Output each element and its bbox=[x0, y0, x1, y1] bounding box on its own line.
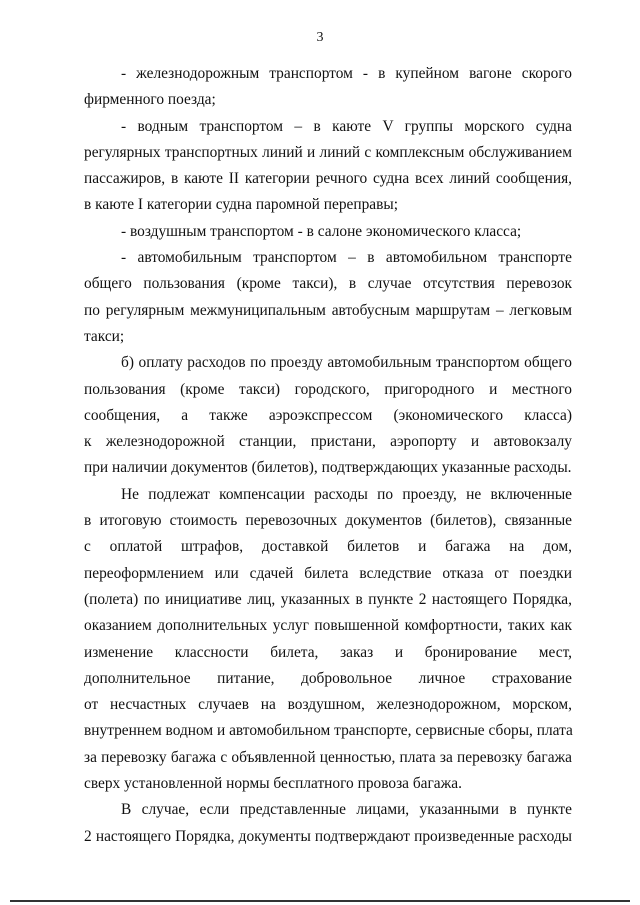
text-line: - водным транспортом – в каюте V группы морского судна bbox=[121, 117, 572, 135]
text-line: - железнодорожным транспортом - в купейном вагоне скорого bbox=[121, 65, 572, 82]
text-line: при наличии документов (билетов), подтверждающих указанные расходы. bbox=[84, 459, 572, 477]
text-line: переоформлением или сдачей билета вследствие отказа от поездки bbox=[84, 564, 572, 582]
text-line: дополнительное питание, добровольное личное страхование bbox=[84, 669, 572, 687]
text-line: б) оплату расходов по проезду автомобильным транспортом общего bbox=[121, 354, 572, 372]
paragraph-railway-transport bbox=[84, 61, 572, 114]
text-line: - воздушным транспортом - в салоне экономического класса; bbox=[121, 222, 522, 240]
text-line: в итоговую стоимость перевозочных документов (билетов), связанные bbox=[84, 512, 572, 530]
text-line: с оплатой штрафов, доставкой билетов и багажа на дом, bbox=[84, 538, 572, 556]
page-bottom-edge bbox=[10, 900, 630, 902]
paragraph-water-transport bbox=[84, 114, 572, 219]
paragraph-auto-transport bbox=[84, 245, 572, 350]
text-line: сообщения, а также аэроэкспрессом (экономического класса) bbox=[84, 406, 572, 424]
text-line: пользования (кроме такси) городского, пригородного и местного bbox=[84, 380, 572, 398]
text-line: В случае, если представленные лицами, указанными в пункте bbox=[121, 801, 572, 819]
text-line: пассажиров, в каюте II категории речного судна всех линий сообщения, bbox=[84, 170, 572, 188]
text-line: по регулярным межмуниципальным автобусным маршрутам – легковым bbox=[84, 301, 572, 319]
text-line: внутреннем водном и автомобильном транспорте, сервисные сборы, плата bbox=[84, 722, 573, 740]
paragraph-non-compensable bbox=[84, 482, 572, 798]
paragraph-documents-confirm bbox=[84, 797, 572, 850]
text-line: к железнодорожной станции, пристани, аэропорту и автовокзалу bbox=[84, 433, 572, 451]
text-line: такси; bbox=[84, 327, 125, 345]
text-line: за перевозку багажа с объявленной ценностью, плата за перевозку багажа bbox=[84, 748, 572, 766]
text-line: - автомобильным транспортом – в автомобильном транспорте bbox=[121, 249, 572, 267]
page-number: 3 bbox=[316, 30, 324, 45]
text-line: от несчастных случаев на воздушном, железнодорожном, морском, bbox=[84, 696, 572, 714]
text-line: в каюте I категории судна паромной переправы; bbox=[84, 196, 398, 214]
text-line: 2 настоящего Порядка, документы подтверждают произведенные расходы bbox=[84, 827, 572, 845]
text-line: оказанием дополнительных услуг повышенной комфортности, таких как bbox=[84, 617, 572, 635]
paragraph-item-b bbox=[84, 350, 572, 481]
paragraph-air-transport bbox=[84, 219, 572, 245]
document-body bbox=[84, 61, 572, 850]
text-line: (полета) по инициативе лиц, указанных в пункте 2 настоящего Порядка, bbox=[84, 590, 572, 608]
text-line: изменение классности билета, заказ и бронирование мест, bbox=[84, 643, 572, 661]
text-line: Не подлежат компенсации расходы по проезду, не включенные bbox=[121, 485, 572, 503]
text-line: фирменного поезда; bbox=[84, 91, 216, 109]
text-line: общего пользования (кроме такси), в случае отсутствия перевозок bbox=[84, 275, 572, 293]
text-line: регулярных транспортных линий и линий с комплексным обслуживанием bbox=[84, 143, 572, 161]
text-line: сверх установленной нормы бесплатного провоза багажа. bbox=[84, 775, 462, 793]
